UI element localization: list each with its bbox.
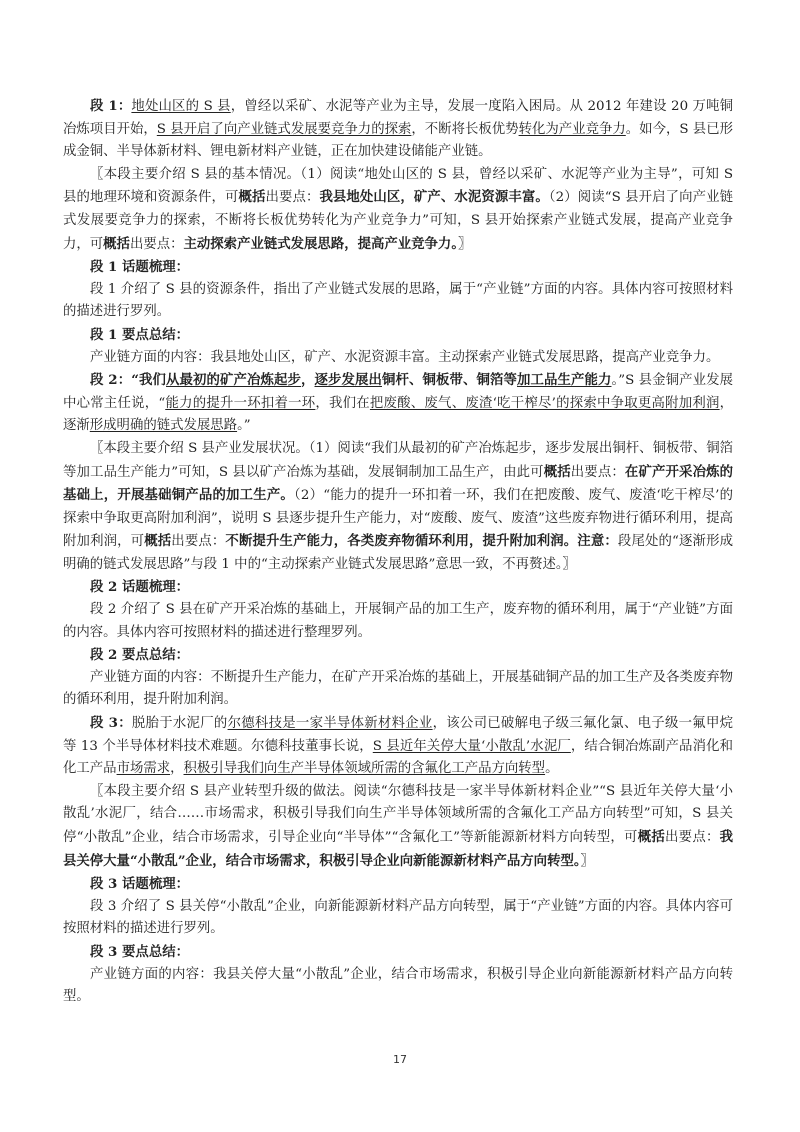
key-point: 不断提升生产能力，各类废弃物循环利用，提升附加利润。 (225, 533, 578, 550)
text: 〖本段主要介绍 S 县产业转型升级的做法。阅读“尔德科技是一家半导体新材料企业”“S 县近年关停大量‘小散乱’水泥厂，结合……市场需求，积极引导我们向生产半导体领域所需的含氟化工产品方向转型”可知，S 县关停“小散乱”企业，结合市场需求，引导企业向“半导体”“含氟化工”等新能源新材料方向转型，可 (63, 783, 733, 845)
summary-body-3: 产业链方面的内容：我县关停大量“小散乱”企业，结合市场需求，积极引导企业向新能源新材料产品方向转型。 (63, 966, 733, 1005)
text: 出要点： (570, 464, 625, 480)
underlined-text: 尔德科技是一家半导体新材料企业 (227, 716, 433, 732)
underlined-text: 地处山区的 S 县 (131, 99, 231, 114)
paragraph-1 (63, 95, 733, 164)
paragraph-label: 段 2： (90, 372, 132, 389)
text: ， (170, 761, 184, 777)
text: 〗 (580, 853, 594, 869)
text: ，结合铜冶炼副产品消化和化工产品 (63, 738, 733, 777)
document-body (63, 95, 733, 1009)
paragraph-label: 段 1： (90, 98, 132, 114)
topic-body-2: 段 2 介绍了 S 县在矿产开采冶炼的基础上，开展铜产品的加工生产，废弃物的循环利用，属于“产业链”方面的内容。具体内容可按照材料的描述进行整理罗列。 (63, 602, 733, 640)
text: ，不断将长板优势 (411, 121, 519, 137)
text: （2）“能力的提升一环扣着一环，我们在把废酸、废气、废渣‘吃干榨尽’的探索中争取更高附加利润”，说明 S 县逐步提升生产能力，对“废酸、废气、废渣”这些废弃物进行循环利用，提高附加利润，可 (63, 488, 733, 550)
analysis-note-3 (63, 781, 733, 873)
underlined-text: 从最初的矿产冶炼起步 (166, 372, 301, 389)
text: （2）阅读“S 县开启了向产业链式发展要竞争力的探索，不断将长板优势转化为产业竞争力”可知，S 县开始探索产业链式发展，提高产业竞争力，可 (63, 190, 734, 252)
paragraph-3 (63, 712, 733, 781)
key-point: 主动探索产业链式发展思路，提高产业竞争力。 (183, 235, 459, 252)
text: “我们 (131, 372, 167, 389)
summary-heading-3: 段 3 要点总结： (90, 943, 189, 960)
analysis-note-1 (63, 164, 733, 256)
text: 。” (237, 418, 251, 434)
key-point: 我县地处山区，矿产、水泥资源丰富。 (319, 189, 549, 206)
underlined-text: 逐步发展出 (314, 372, 382, 389)
paragraph-2 (63, 369, 733, 438)
underlined-text: 积极引导我们向生产半导体领域所需的含氟化工产品方向转型 (183, 761, 546, 777)
text: 出要点： (129, 236, 184, 252)
text: 。”S 县金铜产业发展中心常主任说，“ (63, 373, 734, 411)
text: 铜杆、铜板带、铜箔等 (382, 372, 517, 389)
underlined-text: S 县开启了向产业链式发展要竞争力的探索 (156, 121, 412, 137)
analysis-note-2 (63, 438, 733, 577)
text: ， (301, 372, 315, 389)
topic-heading-3: 段 3 话题梳理： (90, 876, 189, 893)
keyword: 注意： (577, 533, 618, 550)
text: 脱胎于水泥厂的 (131, 716, 228, 732)
underlined-text: 市场需求 (116, 761, 171, 777)
text: 段尾处的“逐渐形成明确的链式发展思路”与段 1 中的“主动探索产业链式发展思路”意思一致，不再赘述。〗 (63, 534, 734, 572)
keyword: 概括 (238, 189, 266, 206)
keyword: 概括 (144, 533, 172, 550)
summary-heading-2: 段 2 要点总结： (90, 647, 189, 664)
key-point: 我县关停大量“小散乱”企业，结合市场需求，积极引导企业向新能源新材料产品方向转型。 (63, 829, 734, 869)
underlined-text: 把废酸、废气、废渣‘吃干榨尽’的探索中争取更高附加利润 (369, 395, 720, 411)
underlined-text: S 县近年关停大量‘小散乱’水泥厂 (372, 738, 571, 754)
text: ，曾经以采矿、水泥等产业为主导，发展一度陷入困局。从 2012 年建设 20 万吨铜冶炼项目开始， (63, 99, 733, 137)
text: 〖本段主要介绍 S 县产业发展状况。（1）阅读“我们从最初的矿产冶炼起步，逐步发展出铜杆、铜板带、铜箔等加工品生产能力”可知，S 县以矿产冶炼为基础，发展铜制加工品生产，由此可 (63, 440, 733, 480)
summary-heading-1: 段 1 要点总结： (90, 326, 189, 343)
underlined-text: 形成明确的链式发展思路 (89, 418, 238, 434)
topic-heading-1: 段 1 话题梳理： (90, 259, 189, 276)
keyword: 概括 (103, 235, 130, 252)
text: 出要点： (265, 190, 320, 206)
text: 。 (545, 761, 559, 777)
page-number: 17 (393, 1053, 407, 1066)
text: 出要点： (665, 830, 720, 845)
paragraph-label: 段 3： (90, 715, 132, 732)
underlined-text: 转化为产业竞争力 (518, 121, 626, 137)
text: 〗 (458, 236, 472, 252)
summary-body-2: 产业链方面的内容：不断提升生产能力，在矿产开采冶炼的基础上，开展基础铜产品的加工生产及各类废弃物的循环利用，提升附加利润。 (63, 669, 733, 708)
topic-body-1: 段 1 介绍了 S 县的资源条件，指出了产业链式发展的思路，属于“产业链”方面的内容。具体内容可按照材料的描述进行罗列。 (63, 281, 733, 320)
text: 出要点： (171, 534, 226, 550)
key-point: 在矿产开采冶炼的基础上，开展基础铜产品的加工生产。 (63, 463, 734, 504)
text: 。如今，S 县已形成金铜、半导体新材料、锂电新材料产业链，正在加快建设储能产业链。 (63, 121, 733, 160)
underlined-text: 加工品生产能力 (516, 372, 612, 389)
summary-body-1: 产业链方面的内容：我县地处山区，矿产、水泥资源丰富。主动探索产业链式发展思路，提高产业竞争力。 (90, 349, 720, 365)
topic-heading-2: 段 2 话题梳理： (90, 579, 189, 596)
keyword: 概括 (637, 829, 666, 845)
underlined-text: 能力的提升一环扣着一环 (165, 395, 316, 411)
text: ，我们在 (315, 395, 370, 411)
text: 〖本段主要介绍 S 县的基本情况。（1）阅读“地处山区的 S 县，曾经以采矿、水泥等产业为主导”，可知 S 县的地理环境和资源条件，可 (63, 166, 733, 206)
keyword: 概括 (543, 463, 571, 480)
topic-body-3: 段 3 介绍了 S 县关停“小散乱”企业，向新能源新材料产品方向转型，属于“产业链”方面的内容。具体内容可按照材料的描述进行罗列。 (63, 898, 733, 937)
text: ，逐渐 (63, 395, 734, 434)
text: ，该公司已破解电子级三氟化氯、电子级一氟甲烷等 13 个半导体材料技术难题。尔德科技董事长说， (63, 716, 734, 754)
